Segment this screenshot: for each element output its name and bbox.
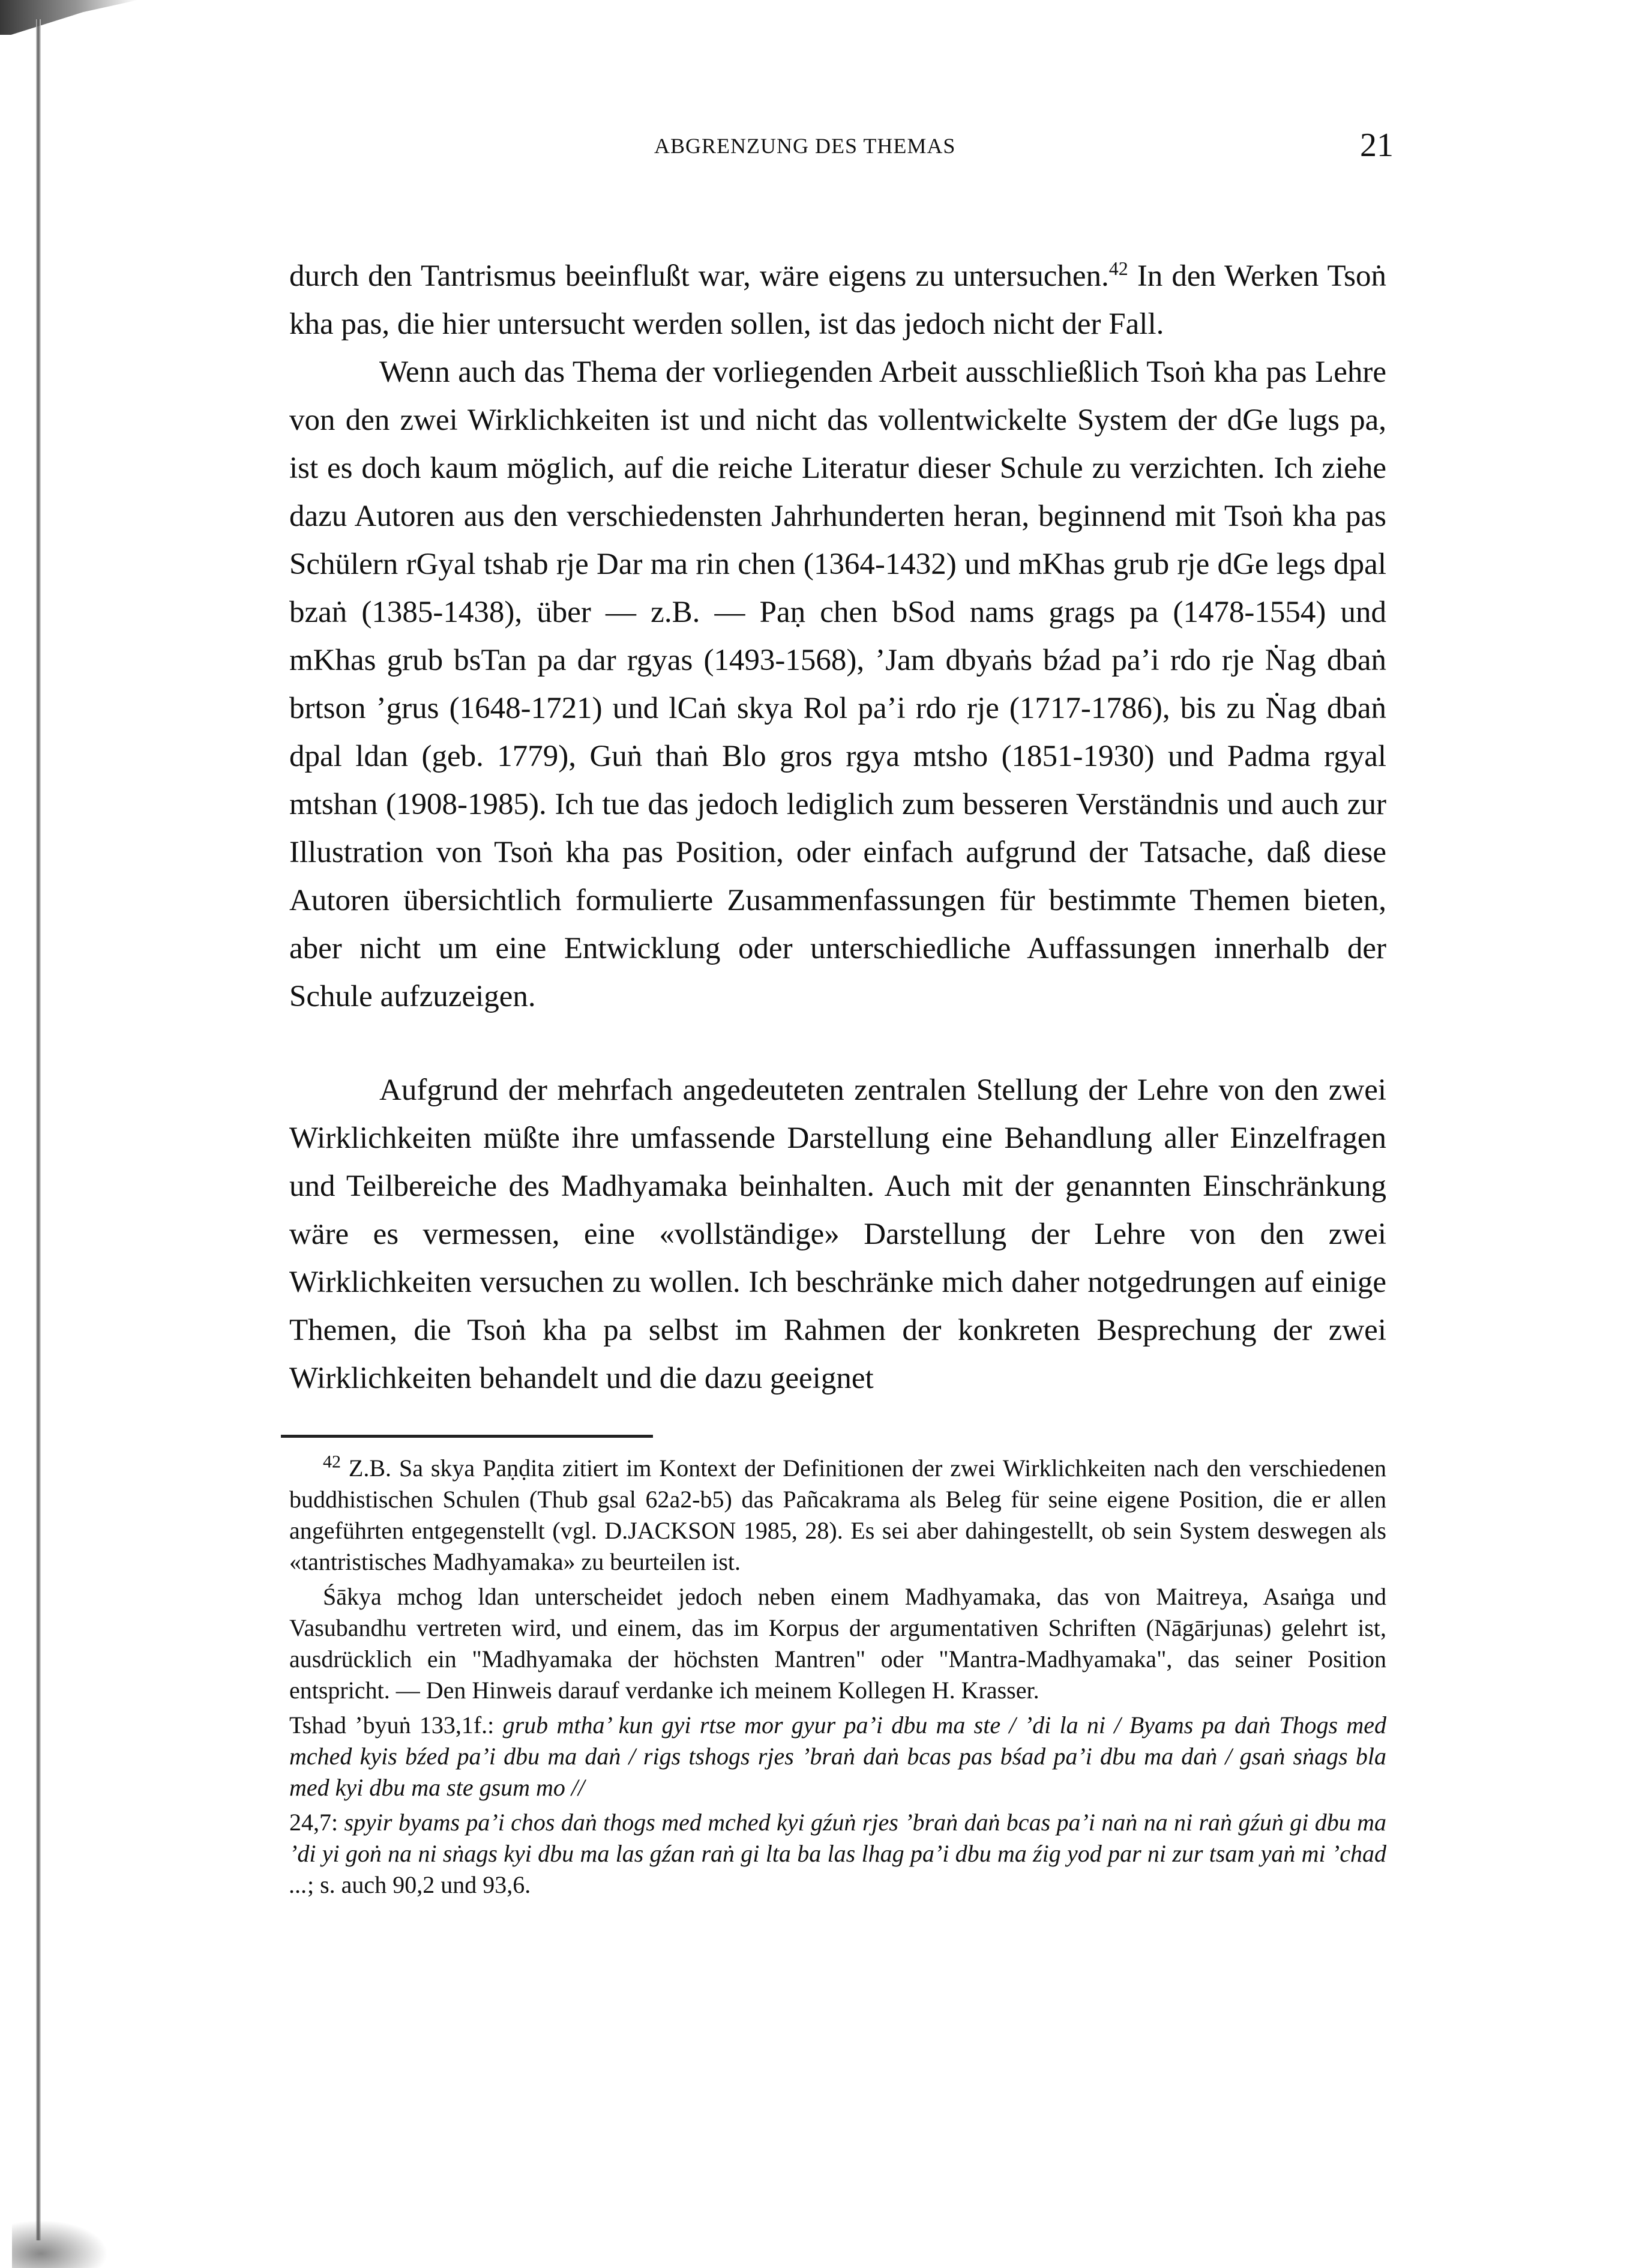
footnote-42 [289, 1453, 1386, 1578]
paragraph-1 [289, 252, 1386, 348]
main-text [289, 252, 1386, 1402]
footnote-42-para-3-ref: Tshad ’byuṅ 133,1f.: [289, 1712, 503, 1739]
footnote-42-para-2: Śākya mchog ldan unterscheidet jedoch neben einem Madhyamaka, das von Maitreya, Asaṅga und Vasubandhu vertreten wird, und einem, das im Korpus der argumentativen Schriften (Nāgārjunas) gelehrt ist, ausdrücklich ein "Madhyamaka der höchsten Mantren" oder "Mantra-Madhyamaka", das seiner Position entspricht. — Den Hinweis darauf verdanke ich meinem Kollegen H. Krasser. [289, 1583, 1386, 1704]
footnote-number: 42 [323, 1452, 341, 1472]
footnote-42-para-3-quote: grub mtha’ kun gyi rtse mor gyur pa’i dbu ma ste / ’di la ni / Byams pa daṅ Thogs med mched kyis bźed pa’i dbu ma daṅ / rigs tshogs rjes ’braṅ daṅ bcas pas bśad pa’i dbu ma daṅ / gsaṅ sṅags bla med kyi dbu ma ste gsum mo // [289, 1712, 1386, 1801]
scan-shadow-bottom [12, 2220, 108, 2268]
scan-binding-edge [36, 19, 41, 2240]
paragraph-1-start: durch den Tantrismus beeinflußt war, wäre eigens zu untersuchen. [289, 259, 1109, 293]
footnotes [289, 1453, 1386, 1904]
footnote-42-para-4-tail: ; s. auch 90,2 und 93,6. [307, 1871, 531, 1898]
footnote-ref-42[interactable]: 42 [1108, 258, 1128, 279]
footnote-42-para-3 [289, 1710, 1386, 1803]
page-number: 21 [1360, 127, 1394, 164]
paragraph-3: Aufgrund der mehrfach angedeuteten zentralen Stellung der Lehre von den zwei Wirklichkeiten müßte ihre umfassende Darstellung eine Behandlung aller Einzelfragen und Teilbereiche des Madhyamaka beinhalten. Auch mit der genannten Einschränkung wäre es vermessen, eine «vollständige» Darstellung der Lehre von den zwei Wirklichkeiten versuchen zu wollen. Ich beschränke mich daher notgedrungen auf einige Themen, die Tsoṅ kha pa selbst im Rahmen der konkreten Besprechung der zwei Wirklichkeiten behandelt und die dazu geeignet [289, 1073, 1386, 1395]
footnote-separator [281, 1435, 653, 1438]
running-header: ABGRENZUNG DES THEMAS [654, 134, 956, 158]
footnote-42-text: Z.B. Sa skya Paṇḍita zitiert im Kontext der Definitionen der zwei Wirklichkeiten nach den verschiedenen buddhistischen Schulen (Thub gsal 62a2-b5) das Pañcakrama als Beleg für seine eigene Position, die er allen angeführten entgegenstellt (vgl. D.JACKSON 1985, 28). Es sei aber dahingestellt, ob sein System deswegen als «tantristisches Madhyamaka» zu beurteilen ist. [289, 1455, 1386, 1575]
paragraph-1-end: In den Werken Tsoṅ kha pas, die hier untersucht werden sollen, ist das jedoch nicht der Fall. [289, 259, 1386, 341]
scan-shadow-corner [0, 0, 138, 35]
paragraph-2: Wenn auch das Thema der vorliegenden Arbeit ausschließlich Tsoṅ kha pas Lehre von den zwei Wirklichkeiten ist und nicht das vollentwickelte System der dGe lugs pa, ist es doch kaum möglich, auf die reiche Literatur dieser Schule zu verzichten. Ich ziehe dazu Autoren aus den verschiedensten Jahrhunderten heran, beginnend mit Tsoṅ kha pas Schülern rGyal tshab rje Dar ma rin chen (1364-1432) und mKhas grub rje dGe legs dpal bzaṅ (1385-1438), über — z.B. — Paṇ chen bSod nams grags pa (1478-1554) und mKhas grub bsTan pa dar rgyas (1493-1568), ’Jam dbyaṅs bźad pa’i rdo rje Ṅag dbaṅ brtson ’grus (1648-1721) und lCaṅ skya Rol pa’i rdo rje (1717-1786), bis zu Ṅag dbaṅ dpal ldan (geb. 1779), Guṅ thaṅ Blo gros rgya mtsho (1851-1930) und Padma rgyal mtshan (1908-1985). Ich tue das jedoch lediglich zum besseren Verständnis und auch zur Illustration von Tsoṅ kha pas Position, oder einfach aufgrund der Tatsache, daß diese Autoren übersichtlich formulierte Zusammenfassungen für bestimmte Themen bieten, aber nicht um eine Entwicklung oder unterschiedliche Auffassungen innerhalb der Schule aufzuzeigen. [289, 355, 1386, 1013]
footnote-42-para-4-quote: spyir byams pa’i chos daṅ thogs med mched kyi gźuṅ rjes ’braṅ daṅ bcas pa’i naṅ na ni raṅ gźuṅ gi dbu ma ’di yi goṅ na ni sṅags kyi dbu ma las gźan raṅ gi lta ba las lhag pa’i dbu ma źig yod par ni zur tsam yaṅ mi ’chad ... [289, 1809, 1386, 1898]
footnote-42-para-4 [289, 1807, 1386, 1901]
footnote-42-para-4-ref: 24,7: [289, 1809, 344, 1836]
